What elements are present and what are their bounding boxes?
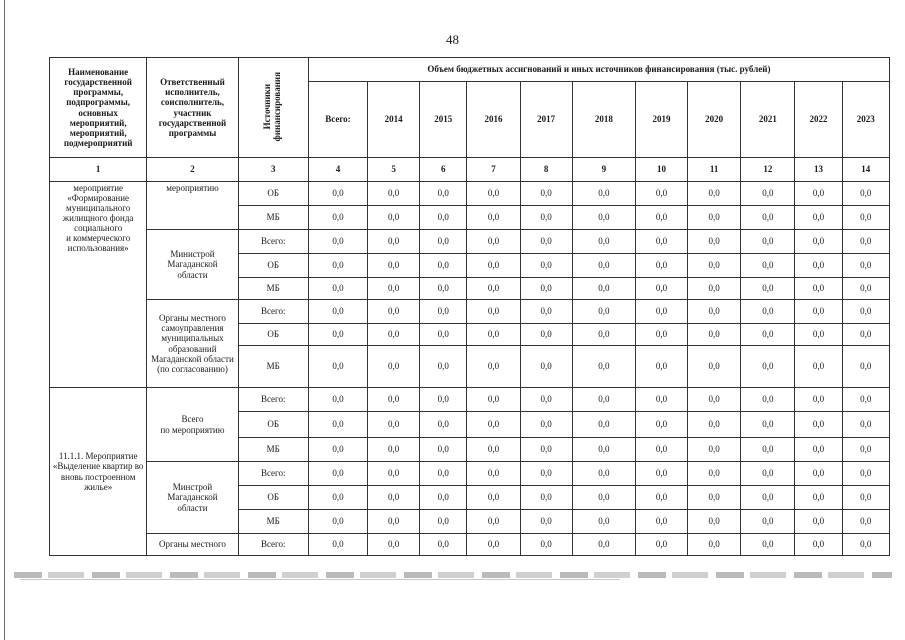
value-cell: 0,0 <box>520 346 572 388</box>
value-cell: 0,0 <box>420 534 467 556</box>
value-cell: 0,0 <box>635 388 687 412</box>
value-cell: 0,0 <box>635 510 687 534</box>
value-cell: 0,0 <box>688 346 741 388</box>
column-number: 5 <box>368 158 420 182</box>
value-cell: 0,0 <box>635 300 687 324</box>
year-header: 2015 <box>420 82 467 158</box>
value-cell: 0,0 <box>795 412 842 438</box>
value-cell: 0,0 <box>520 388 572 412</box>
value-cell: 0,0 <box>368 534 420 556</box>
funding-source-cell: МБ <box>238 346 308 388</box>
value-cell: 0,0 <box>572 346 635 388</box>
value-cell: 0,0 <box>795 300 842 324</box>
value-cell: 0,0 <box>467 438 520 462</box>
value-cell: 0,0 <box>741 300 795 324</box>
value-cell: 0,0 <box>688 534 741 556</box>
value-cell: 0,0 <box>308 324 367 346</box>
column-number: 12 <box>741 158 795 182</box>
table-row <box>50 230 890 254</box>
value-cell: 0,0 <box>420 230 467 254</box>
column-number: 9 <box>572 158 635 182</box>
value-cell: 0,0 <box>467 486 520 510</box>
table-row <box>50 182 890 206</box>
value-cell: 0,0 <box>741 206 795 230</box>
column-number: 6 <box>420 158 467 182</box>
funding-source-cell: ОБ <box>238 254 308 278</box>
year-header: 2016 <box>467 82 520 158</box>
activity-name-cell: мероприятие «Формирование муниципального жилищного фонда социального и коммерческого использования» <box>50 182 147 388</box>
scan-edge-line <box>4 0 5 640</box>
col-name-header: Наименование государственной программы, подпрограммы, основных мероприятий, мероприятий, подмероприятий <box>50 58 147 158</box>
value-cell: 0,0 <box>308 254 367 278</box>
value-cell: 0,0 <box>795 438 842 462</box>
value-cell: 0,0 <box>741 486 795 510</box>
value-cell: 0,0 <box>635 462 687 486</box>
value-cell: 0,0 <box>688 510 741 534</box>
value-cell: 0,0 <box>688 230 741 254</box>
value-cell: 0,0 <box>520 254 572 278</box>
value-cell: 0,0 <box>368 510 420 534</box>
funding-source-cell: Всего: <box>238 534 308 556</box>
year-header: 2018 <box>572 82 635 158</box>
value-cell: 0,0 <box>741 412 795 438</box>
value-cell: 0,0 <box>467 324 520 346</box>
value-cell: 0,0 <box>368 254 420 278</box>
value-cell: 0,0 <box>741 278 795 300</box>
value-cell: 0,0 <box>520 462 572 486</box>
column-number: 10 <box>635 158 687 182</box>
value-cell: 0,0 <box>308 346 367 388</box>
value-cell: 0,0 <box>795 278 842 300</box>
value-cell: 0,0 <box>795 462 842 486</box>
value-cell: 0,0 <box>842 206 889 230</box>
value-cell: 0,0 <box>420 324 467 346</box>
value-cell: 0,0 <box>741 230 795 254</box>
column-number: 14 <box>842 158 889 182</box>
value-cell: 0,0 <box>520 182 572 206</box>
value-cell: 0,0 <box>842 534 889 556</box>
value-cell: 0,0 <box>795 486 842 510</box>
value-cell: 0,0 <box>741 182 795 206</box>
scan-artifact <box>14 572 892 578</box>
value-cell: 0,0 <box>635 278 687 300</box>
year-header: 2020 <box>688 82 741 158</box>
value-cell: 0,0 <box>688 300 741 324</box>
page-number: 48 <box>446 32 459 47</box>
year-header: 2014 <box>368 82 420 158</box>
value-cell: 0,0 <box>308 462 367 486</box>
value-cell: 0,0 <box>842 254 889 278</box>
value-cell: 0,0 <box>467 230 520 254</box>
value-cell: 0,0 <box>842 510 889 534</box>
value-cell: 0,0 <box>308 412 367 438</box>
value-cell: 0,0 <box>572 278 635 300</box>
value-cell: 0,0 <box>635 324 687 346</box>
value-cell: 0,0 <box>635 486 687 510</box>
column-number: 13 <box>795 158 842 182</box>
column-number: 4 <box>308 158 367 182</box>
value-cell: 0,0 <box>520 230 572 254</box>
value-cell: 0,0 <box>368 462 420 486</box>
responsible-cell: Всего по мероприятию <box>147 388 238 462</box>
funding-source-cell: ОБ <box>238 182 308 206</box>
value-cell: 0,0 <box>572 510 635 534</box>
value-cell: 0,0 <box>842 300 889 324</box>
value-cell: 0,0 <box>842 486 889 510</box>
value-cell: 0,0 <box>572 534 635 556</box>
value-cell: 0,0 <box>308 300 367 324</box>
value-cell: 0,0 <box>572 230 635 254</box>
value-cell: 0,0 <box>420 182 467 206</box>
value-cell: 0,0 <box>572 388 635 412</box>
value-cell: 0,0 <box>741 254 795 278</box>
value-cell: 0,0 <box>795 534 842 556</box>
col-responsible-header: Ответственный исполнитель, соисполнитель, участник государственной программы <box>147 58 238 158</box>
funding-source-cell: МБ <box>238 510 308 534</box>
value-cell: 0,0 <box>842 278 889 300</box>
value-cell: 0,0 <box>688 438 741 462</box>
value-cell: 0,0 <box>467 182 520 206</box>
funding-source-cell: ОБ <box>238 486 308 510</box>
funding-source-cell: Всего: <box>238 388 308 412</box>
value-cell: 0,0 <box>368 486 420 510</box>
column-number: 11 <box>688 158 741 182</box>
funding-source-cell: Всего: <box>238 230 308 254</box>
value-cell: 0,0 <box>520 278 572 300</box>
value-cell: 0,0 <box>688 412 741 438</box>
value-cell: 0,0 <box>368 278 420 300</box>
column-number: 7 <box>467 158 520 182</box>
value-cell: 0,0 <box>572 412 635 438</box>
value-cell: 0,0 <box>795 206 842 230</box>
value-cell: 0,0 <box>308 182 367 206</box>
column-numbers-row <box>50 158 890 182</box>
funding-source-cell: МБ <box>238 438 308 462</box>
value-cell: 0,0 <box>688 462 741 486</box>
value-cell: 0,0 <box>520 510 572 534</box>
value-cell: 0,0 <box>308 278 367 300</box>
year-header: 2021 <box>741 82 795 158</box>
value-cell: 0,0 <box>795 346 842 388</box>
value-cell: 0,0 <box>635 534 687 556</box>
funding-source-cell: МБ <box>238 206 308 230</box>
table-row <box>50 300 890 324</box>
value-cell: 0,0 <box>467 300 520 324</box>
column-number: 3 <box>238 158 308 182</box>
value-cell: 0,0 <box>741 462 795 486</box>
value-cell: 0,0 <box>688 278 741 300</box>
year-header: 2017 <box>520 82 572 158</box>
value-cell: 0,0 <box>572 300 635 324</box>
value-cell: 0,0 <box>368 438 420 462</box>
value-cell: 0,0 <box>420 254 467 278</box>
value-cell: 0,0 <box>420 462 467 486</box>
col-source-header <box>238 58 308 158</box>
value-cell: 0,0 <box>688 182 741 206</box>
value-cell: 0,0 <box>688 388 741 412</box>
value-cell: 0,0 <box>420 412 467 438</box>
value-cell: 0,0 <box>308 438 367 462</box>
value-cell: 0,0 <box>308 486 367 510</box>
value-cell: 0,0 <box>308 510 367 534</box>
value-cell: 0,0 <box>688 324 741 346</box>
value-cell: 0,0 <box>795 254 842 278</box>
year-header: 2023 <box>842 82 889 158</box>
scan-artifact-line <box>20 579 620 580</box>
value-cell: 0,0 <box>635 254 687 278</box>
value-cell: 0,0 <box>467 254 520 278</box>
value-cell: 0,0 <box>520 324 572 346</box>
value-cell: 0,0 <box>368 300 420 324</box>
table-body <box>50 182 890 556</box>
value-cell: 0,0 <box>308 230 367 254</box>
column-number: 8 <box>520 158 572 182</box>
value-cell: 0,0 <box>635 346 687 388</box>
value-cell: 0,0 <box>368 388 420 412</box>
col-budget-header: Объем бюджетных ассигнований и иных источников финансирования (тыс. рублей) <box>308 58 889 82</box>
value-cell: 0,0 <box>635 230 687 254</box>
value-cell: 0,0 <box>420 346 467 388</box>
value-cell: 0,0 <box>572 254 635 278</box>
value-cell: 0,0 <box>741 438 795 462</box>
value-cell: 0,0 <box>420 206 467 230</box>
value-cell: 0,0 <box>842 388 889 412</box>
value-cell: 0,0 <box>635 438 687 462</box>
value-cell: 0,0 <box>688 254 741 278</box>
value-cell: 0,0 <box>520 206 572 230</box>
year-header: Всего: <box>308 82 367 158</box>
value-cell: 0,0 <box>795 182 842 206</box>
value-cell: 0,0 <box>467 412 520 438</box>
value-cell: 0,0 <box>520 534 572 556</box>
value-cell: 0,0 <box>520 486 572 510</box>
value-cell: 0,0 <box>420 388 467 412</box>
value-cell: 0,0 <box>795 510 842 534</box>
value-cell: 0,0 <box>795 230 842 254</box>
responsible-cell: Органы местного самоуправления муниципальных образований Магаданской области (по согласованию) <box>147 300 238 388</box>
funding-source-cell: ОБ <box>238 412 308 438</box>
value-cell: 0,0 <box>520 412 572 438</box>
value-cell: 0,0 <box>741 388 795 412</box>
value-cell: 0,0 <box>467 462 520 486</box>
value-cell: 0,0 <box>467 388 520 412</box>
activity-name-cell: 11.1.1. Мероприятие «Выделение квартир во вновь построенном жилье» <box>50 388 147 556</box>
value-cell: 0,0 <box>420 486 467 510</box>
value-cell: 0,0 <box>467 346 520 388</box>
value-cell: 0,0 <box>368 230 420 254</box>
value-cell: 0,0 <box>741 324 795 346</box>
value-cell: 0,0 <box>795 388 842 412</box>
year-header: 2022 <box>795 82 842 158</box>
table-row <box>50 388 890 412</box>
value-cell: 0,0 <box>842 346 889 388</box>
funding-source-cell: МБ <box>238 278 308 300</box>
value-cell: 0,0 <box>572 324 635 346</box>
value-cell: 0,0 <box>467 206 520 230</box>
year-header: 2019 <box>635 82 687 158</box>
value-cell: 0,0 <box>420 438 467 462</box>
header-row-top <box>50 58 890 82</box>
funding-source-cell: Всего: <box>238 300 308 324</box>
col-source-header-text: Источники финансирования <box>262 71 283 142</box>
value-cell: 0,0 <box>308 206 367 230</box>
value-cell: 0,0 <box>368 412 420 438</box>
value-cell: 0,0 <box>842 324 889 346</box>
value-cell: 0,0 <box>368 324 420 346</box>
value-cell: 0,0 <box>741 534 795 556</box>
value-cell: 0,0 <box>572 206 635 230</box>
value-cell: 0,0 <box>467 278 520 300</box>
value-cell: 0,0 <box>368 182 420 206</box>
value-cell: 0,0 <box>688 486 741 510</box>
responsible-cell: Минстрой Магаданской области <box>147 462 238 534</box>
value-cell: 0,0 <box>467 510 520 534</box>
value-cell: 0,0 <box>842 412 889 438</box>
responsible-cell: мероприятию <box>147 182 238 230</box>
value-cell: 0,0 <box>572 486 635 510</box>
value-cell: 0,0 <box>635 412 687 438</box>
value-cell: 0,0 <box>842 182 889 206</box>
value-cell: 0,0 <box>572 438 635 462</box>
value-cell: 0,0 <box>420 510 467 534</box>
value-cell: 0,0 <box>308 388 367 412</box>
value-cell: 0,0 <box>635 182 687 206</box>
value-cell: 0,0 <box>308 534 367 556</box>
responsible-cell: Органы местного <box>147 534 238 556</box>
value-cell: 0,0 <box>795 324 842 346</box>
funding-source-cell: Всего: <box>238 462 308 486</box>
value-cell: 0,0 <box>572 462 635 486</box>
value-cell: 0,0 <box>368 206 420 230</box>
value-cell: 0,0 <box>368 346 420 388</box>
value-cell: 0,0 <box>520 438 572 462</box>
value-cell: 0,0 <box>420 300 467 324</box>
value-cell: 0,0 <box>842 230 889 254</box>
table-row <box>50 534 890 556</box>
value-cell: 0,0 <box>741 346 795 388</box>
responsible-cell: Министрой Магаданской области <box>147 230 238 300</box>
value-cell: 0,0 <box>572 182 635 206</box>
value-cell: 0,0 <box>842 438 889 462</box>
value-cell: 0,0 <box>688 206 741 230</box>
column-number: 1 <box>50 158 147 182</box>
financing-table <box>49 57 890 556</box>
funding-source-cell: ОБ <box>238 324 308 346</box>
value-cell: 0,0 <box>741 510 795 534</box>
column-number: 2 <box>147 158 238 182</box>
value-cell: 0,0 <box>467 534 520 556</box>
value-cell: 0,0 <box>635 206 687 230</box>
value-cell: 0,0 <box>520 300 572 324</box>
table-row <box>50 462 890 486</box>
value-cell: 0,0 <box>420 278 467 300</box>
value-cell: 0,0 <box>842 462 889 486</box>
